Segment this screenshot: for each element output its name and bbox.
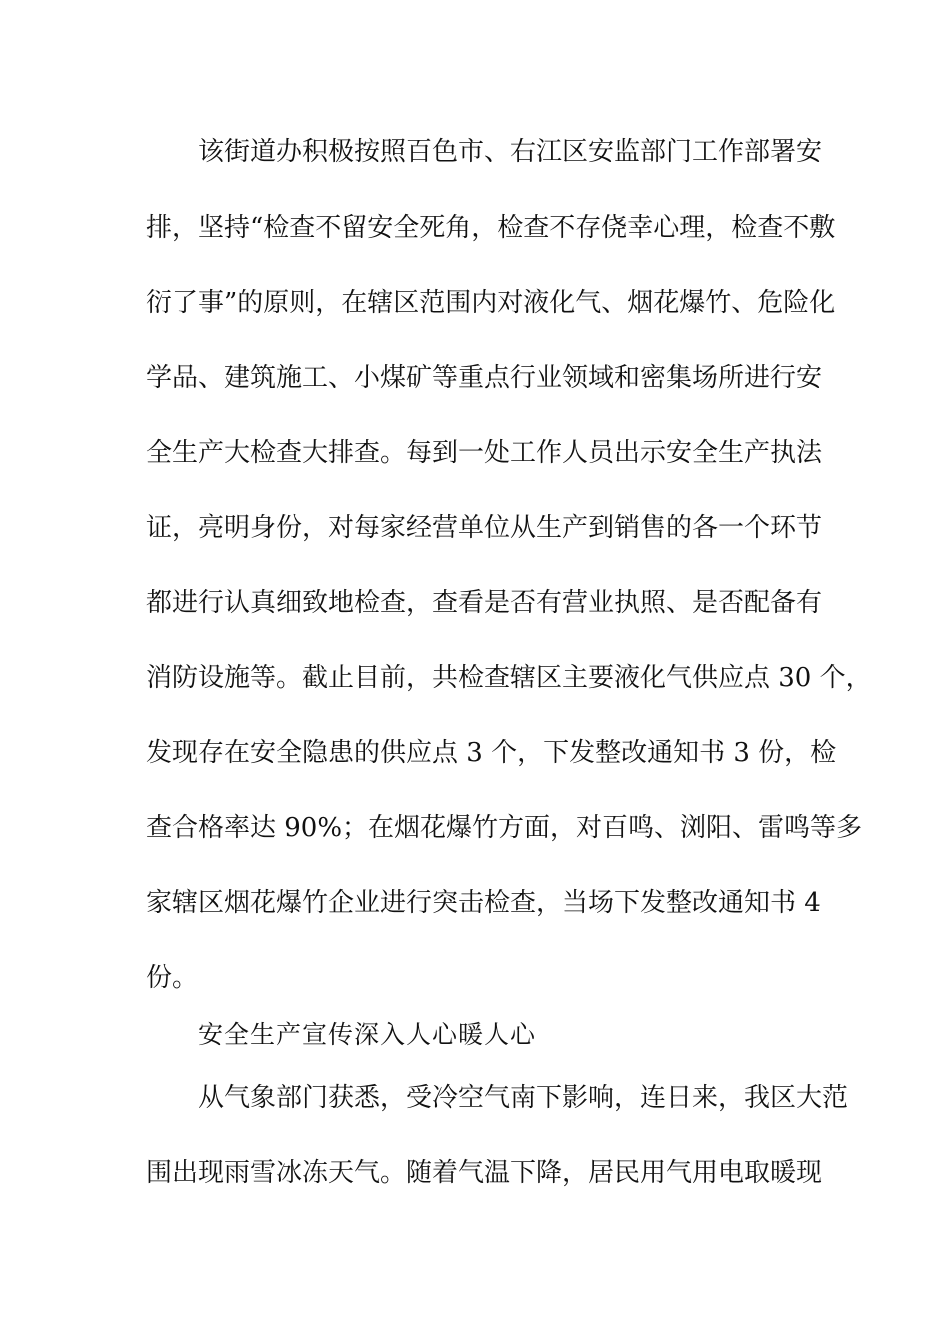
paragraph-1-line-1: 该街道办积极按照百色市、右江区安监部门工作部署安 xyxy=(198,137,823,167)
paragraph-1-line-6: 证，亮明身份，对每家经营单位从生产到销售的各一个环节 xyxy=(146,513,823,543)
paragraph-1-line-3: 衍了事”的原则，在辖区范围内对液化气、烟花爆竹、危险化 xyxy=(146,288,836,318)
paragraph-1-line-9: 发现存在安全隐患的供应点 3 个，下发整改通知书 3 份，检 xyxy=(146,738,837,768)
paragraph-1-line-4: 学品、建筑施工、小煤矿等重点行业领域和密集场所进行安 xyxy=(146,363,823,393)
paragraph-1-line-5: 全生产大检查大排查。每到一处工作人员出示安全生产执法 xyxy=(146,438,823,468)
paragraph-2-line-1: 从气象部门获悉，受冷空气南下影响，连日来，我区大范 xyxy=(198,1083,849,1113)
paragraph-1-line-11: 家辖区烟花爆竹企业进行突击检查，当场下发整改通知书 4 xyxy=(146,888,821,918)
paragraph-1-line-2: 排，坚持“检查不留安全死角，检查不存侥幸心理，检查不敷 xyxy=(146,213,836,243)
paragraph-1-line-12: 份。 xyxy=(146,963,199,993)
paragraph-1-line-7: 都进行认真细致地检查，查看是否有营业执照、是否配备有 xyxy=(146,588,823,618)
section-heading: 安全生产宣传深入人心暖人心 xyxy=(198,1020,537,1049)
paragraph-1-line-8: 消防设施等。截止目前，共检查辖区主要液化气供应点 30 个， xyxy=(146,663,872,693)
paragraph-2-line-2: 围出现雨雪冰冻天气。随着气温下降，居民用气用电取暖现 xyxy=(146,1158,823,1188)
paragraph-1-line-10: 查合格率达 90%；在烟花爆竹方面，对百鸣、浏阳、雷鸣等多 xyxy=(146,813,863,843)
